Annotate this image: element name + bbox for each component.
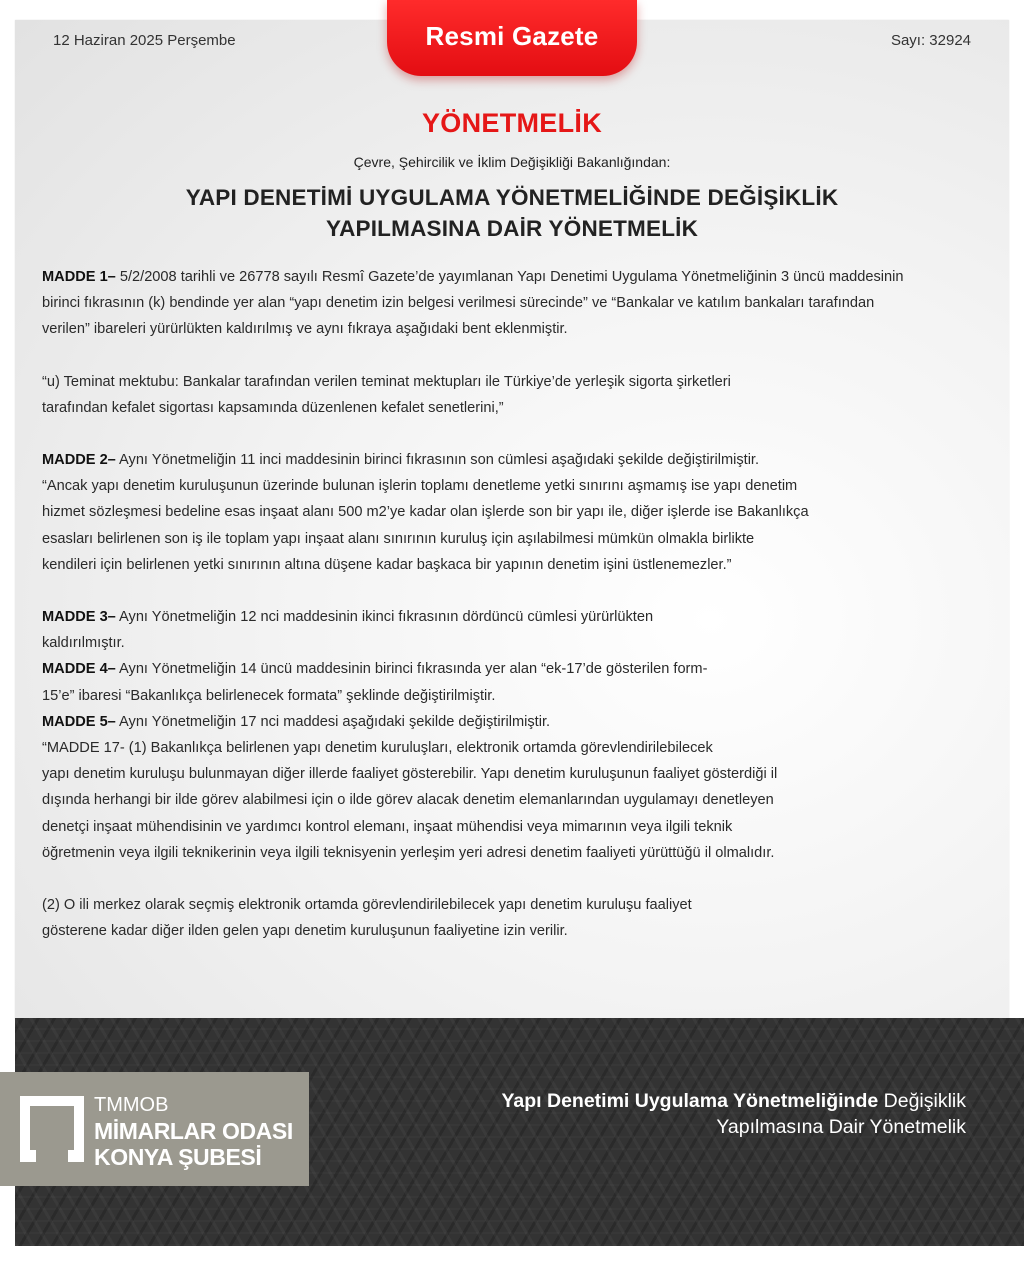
article-2-line: esasları belirlenen son iş ile toplam yapı inşaat alanı sınırının kuruluş için aşılabilmesi mümkün olmakla birlikte [42,530,755,547]
article-3-line: MADDE 3– Aynı Yönetmeliğin 12 nci maddesinin ikinci fıkrasının dördüncü cümlesi yürürlükten [42,609,654,626]
document-body [42,264,992,944]
article-5-label: MADDE 5– [42,713,116,730]
article-5-line: denetçi inşaat mühendisinin ve yardımcı kontrol elemanı, inşaat mühendisi veya mimarının veya ilgili teknik [42,818,733,835]
article-5-line: dışında herhangi bir ilde görev alabilmesi için o ilde görev alacak denetim elemanlarından uygulamayı denetleyen [42,792,774,809]
article-5-line: öğretmenin veya ilgili teknikerinin veya ilgili teknisyenin yerleşim yeri adresi denetim faaliyeti yürüttüğü il olmalıdır. [42,844,775,861]
article-5-line: MADDE 5– Aynı Yönetmeliğin 17 nci maddesi aşağıdaki şekilde değiştirilmiştir. [42,713,551,730]
clause-u-line: “u) Teminat mektubu: Bankalar tarafından verilen teminat mektupları ile Türkiye’de yerleşik sigorta şirketleri [42,373,731,390]
footer-title [501,1088,966,1140]
article-3-label: MADDE 3– [42,609,116,626]
article-3-line: kaldırılmıştır. [42,635,125,652]
document-kind: YÖNETMELİK [421,108,602,138]
org-name [94,1092,293,1170]
article-5-line: yapı denetim kuruluşu bulunmayan diğer illerde faaliyet gösterebilir. Yapı denetim kuruluşunun faaliyet gösterdiği il [42,766,778,783]
article-5-line: “MADDE 17- (1) Bakanlıkça belirlenen yapı denetim kuruluşları, elektronik ortamda görevlendirilebilecek [42,740,713,757]
publication-date: 12 Haziran 2025 Perşembe [53,32,236,49]
badge-label: Resmi Gazete [425,20,599,51]
article-4-line: MADDE 4– Aynı Yönetmeliğin 14 üncü maddesinin birinci fıkrasında yer alan “ek-17’de gösterilen form- [42,661,708,678]
article-2-line: “Ancak yapı denetim kuruluşunun üzerinde bulunan işlerin toplamı denetleme yetki sınırını aşmamış ise yapı denetim [42,478,798,495]
footer-title-line-2: Yapılmasına Dair Yönetmelik [716,1116,966,1138]
article-2-line: hizmet sözleşmesi bedeline esas inşaat alanı 500 m2’ye kadar olan işlerde son bir yapı ile, diğer işlerde ise Bakanlıkça [42,504,809,521]
org-line-2: MİMARLAR ODASI [94,1118,293,1144]
paragraph-2-line: (2) O ili merkez olarak seçmiş elektronik ortamda görevlendirilebilecek yapı denetim kuruluşu faaliyet [42,897,692,914]
title-line-1: YAPI DENETİMİ UYGULAMA YÖNETMELİĞİNDE DEĞİŞİKLİK [185,185,839,210]
article-2-label: MADDE 2– [42,452,116,469]
org-line-1: TMMOB [94,1094,169,1116]
article-2-line: MADDE 2– Aynı Yönetmeliğin 11 inci maddesinin birinci fıkrasının son cümlesi aşağıdaki şekilde değiştirilmiştir. [42,452,760,469]
title-line-2: YAPILMASINA DAİR YÖNETMELİK [325,216,699,241]
paragraph-2-line: gösterene kadar diğer ilden gelen yapı denetim kuruluşunun faaliyetine izin verilir. [42,923,568,940]
mimarlar-odasi-logo-icon [18,1094,86,1164]
article-1-line: verilen” ibareleri yürürlükten kaldırılmış ve aynı fıkraya aşağıdaki bent eklenmiştir. [42,321,568,338]
org-line-3: KONYA ŞUBESİ [94,1144,262,1170]
org-logo-box [0,1072,309,1186]
article-2-line: kendileri için belirlenen yetki sınırının altına düşene kadar başkaca bir yapının denetim işini üstlenemezler.” [42,556,732,573]
ministry-line: Çevre, Şehircilik ve İklim Değişikliği Bakanlığından: [353,154,671,170]
clause-u-line: tarafından kefalet sigortası kapsamında düzenlenen kefalet senetlerini,” [42,399,504,416]
article-1-label: MADDE 1– [42,269,116,285]
document-title [0,182,1024,244]
issue-number: Sayı: 32924 [890,32,971,49]
article-1-line: birinci fıkrasının (k) bendinde yer alan “yapı denetim izin belgesi verilmesi sürecinde” ve “Bankalar ve katılım bankaları tarafından [42,295,875,312]
resmi-gazete-badge [387,0,637,76]
article-4-label: MADDE 4– [42,661,116,678]
footer-title-rest: Değişiklik [878,1090,966,1112]
article-4-line: 15’e” ibaresi “Bakanlıkça belirlenecek formata” şeklinde değiştirilmiştir. [42,687,496,704]
article-1-line: MADDE 1– 5/2/2008 tarihli ve 26778 sayılı Resmî Gazete’de yayımlanan Yapı Denetimi Uygulama Yönetmeliğinin 3 üncü maddesinin [42,269,904,285]
footer-title-bold: Yapı Denetimi Uygulama Yönetmeliğinde [501,1090,879,1112]
